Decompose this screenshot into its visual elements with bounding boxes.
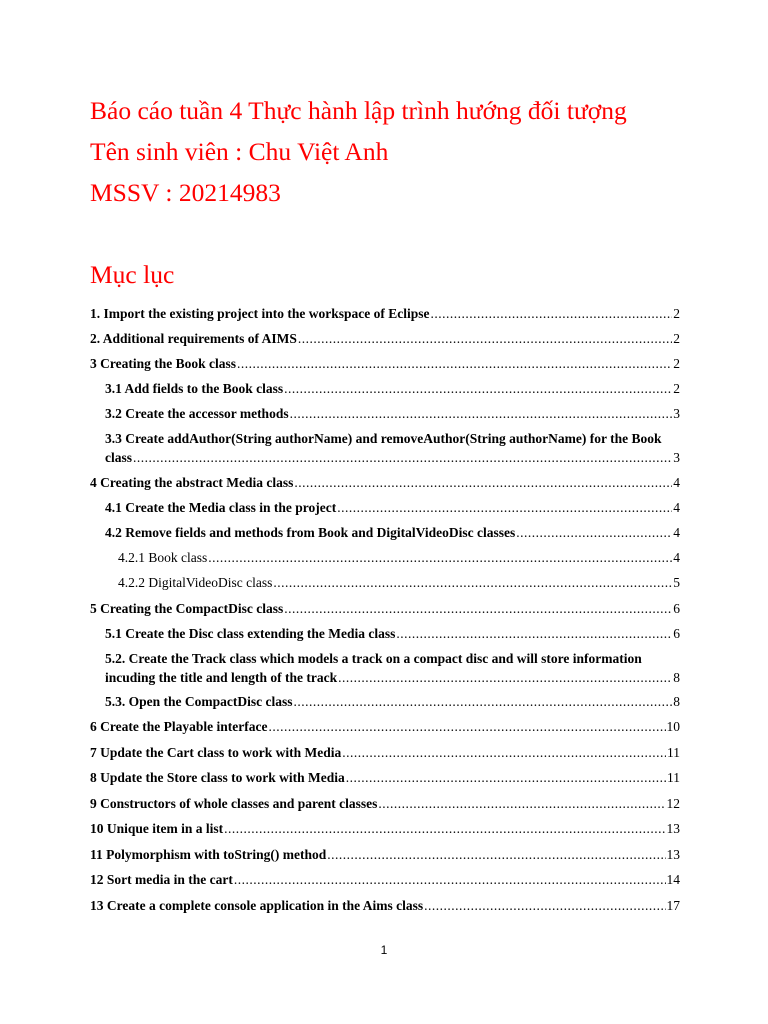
toc-entry[interactable]	[90, 819, 680, 838]
toc-entry-title: 5.3. Open the CompactDisc class	[105, 694, 293, 709]
toc-entry-title: 2. Additional requirements of AIMS	[90, 331, 297, 346]
toc-entry-page: 10	[666, 719, 680, 734]
toc-entry[interactable]	[90, 329, 680, 348]
toc-entry-page: 5	[673, 575, 680, 590]
toc-entry-page: 3	[673, 406, 680, 421]
toc-entry[interactable]	[90, 717, 680, 736]
toc-entry-title: 13 Create a complete console application in the Aims class	[90, 898, 424, 913]
toc-entry[interactable]	[118, 573, 680, 592]
toc-entry-page: 3	[673, 450, 680, 465]
toc-entry-title-line2: incuding the title and length of the track	[105, 670, 338, 685]
toc-entry-title: 12 Sort media in the cart	[90, 872, 233, 887]
toc-entry-page: 8	[673, 694, 680, 709]
toc-entry-title: 4.2.2 DigitalVideoDisc class	[118, 575, 273, 590]
toc-entry-page: 12	[666, 796, 680, 811]
toc-entry[interactable]	[90, 845, 680, 864]
toc-entry-title: 6 Create the Playable interface	[90, 719, 268, 734]
toc-entry-title: 5 Creating the CompactDisc class	[90, 601, 284, 616]
toc-entry[interactable]	[90, 304, 680, 323]
toc-entry-page: 8	[673, 670, 680, 685]
toc-entry-page: 2	[673, 331, 680, 346]
toc-entry[interactable]	[90, 599, 680, 618]
toc-entry[interactable]	[105, 523, 680, 542]
toc-entry[interactable]	[90, 743, 680, 762]
toc-entry-title: 1. Import the existing project into the workspace of Eclipse	[90, 306, 430, 321]
report-title: Báo cáo tuần 4 Thực hành lập trình hướng đối tượng	[90, 96, 627, 125]
toc-entry-title: 3.2 Create the accessor methods	[105, 406, 289, 421]
toc-entry-page: 6	[673, 626, 680, 641]
toc-entry-page: 2	[673, 306, 680, 321]
toc-heading: Mục lục	[90, 260, 175, 289]
toc-entry-title: 3 Creating the Book class	[90, 356, 237, 371]
toc-entry-title: 7 Update the Cart class to work with Media	[90, 745, 342, 760]
toc-entry-page: 4	[673, 525, 680, 540]
toc-entry[interactable]	[118, 548, 680, 567]
toc-entry-title: 4.2 Remove fields and methods from Book and DigitalVideoDisc classes	[105, 525, 516, 540]
toc-entry-page: 11	[667, 745, 680, 760]
toc-entry[interactable]	[105, 649, 680, 687]
toc-entry-title: 3.1 Add fields to the Book class	[105, 381, 284, 396]
toc-entry-title: 4.1 Create the Media class in the project	[105, 500, 337, 515]
toc-entry[interactable]	[90, 768, 680, 787]
toc-entry-title: 4 Creating the abstract Media class	[90, 475, 294, 490]
toc-entry-page: 14	[666, 872, 680, 887]
toc-entry-page: 2	[673, 381, 680, 396]
toc-entry-page: 6	[673, 601, 680, 616]
toc-entry[interactable]	[105, 624, 680, 643]
toc-entry[interactable]	[90, 896, 680, 915]
toc-entry-title: 9 Constructors of whole classes and parent classes	[90, 796, 378, 811]
toc-entry-page: 13	[666, 821, 680, 836]
toc-entry-title: 4.2.1 Book class	[118, 550, 208, 565]
toc-entry[interactable]	[105, 498, 680, 517]
toc-entry-title: 5.1 Create the Disc class extending the Media class	[105, 626, 396, 641]
toc-entry-title-line2: class	[105, 450, 132, 465]
student-name: Tên sinh viên : Chu Việt Anh	[90, 137, 389, 166]
toc-entry-title: 11 Polymorphism with toString() method	[90, 847, 327, 862]
toc-entry[interactable]	[90, 870, 680, 889]
toc-entry-page: 13	[666, 847, 680, 862]
toc-entry-title-line1: 3.3 Create addAuthor(String authorName) and removeAuthor(String authorName) for the Book	[105, 431, 662, 446]
toc-entry-page: 2	[673, 356, 680, 371]
toc-entry[interactable]	[105, 379, 680, 398]
toc-entry[interactable]	[90, 473, 680, 492]
toc-entry[interactable]	[90, 794, 680, 813]
toc-entry-title: 10 Unique item in a list	[90, 821, 224, 836]
toc-entry-page: 11	[667, 770, 680, 785]
report-header	[90, 90, 710, 213]
toc-entry-page: 4	[673, 475, 680, 490]
toc-entry-page: 4	[673, 500, 680, 515]
toc-entry[interactable]	[105, 692, 680, 711]
toc-entry-page: 4	[673, 550, 680, 565]
toc-entry[interactable]	[105, 429, 680, 467]
toc-entry-title-line1: 5.2. Create the Track class which models a track on a compact disc and will store information	[105, 651, 642, 666]
toc-entry-page: 17	[666, 898, 680, 913]
toc-entry-title: 8 Update the Store class to work with Media	[90, 770, 345, 785]
toc-entry[interactable]	[105, 404, 680, 423]
student-id: MSSV : 20214983	[90, 178, 281, 207]
toc-entry[interactable]	[90, 354, 680, 373]
page-number: 1	[380, 943, 388, 957]
